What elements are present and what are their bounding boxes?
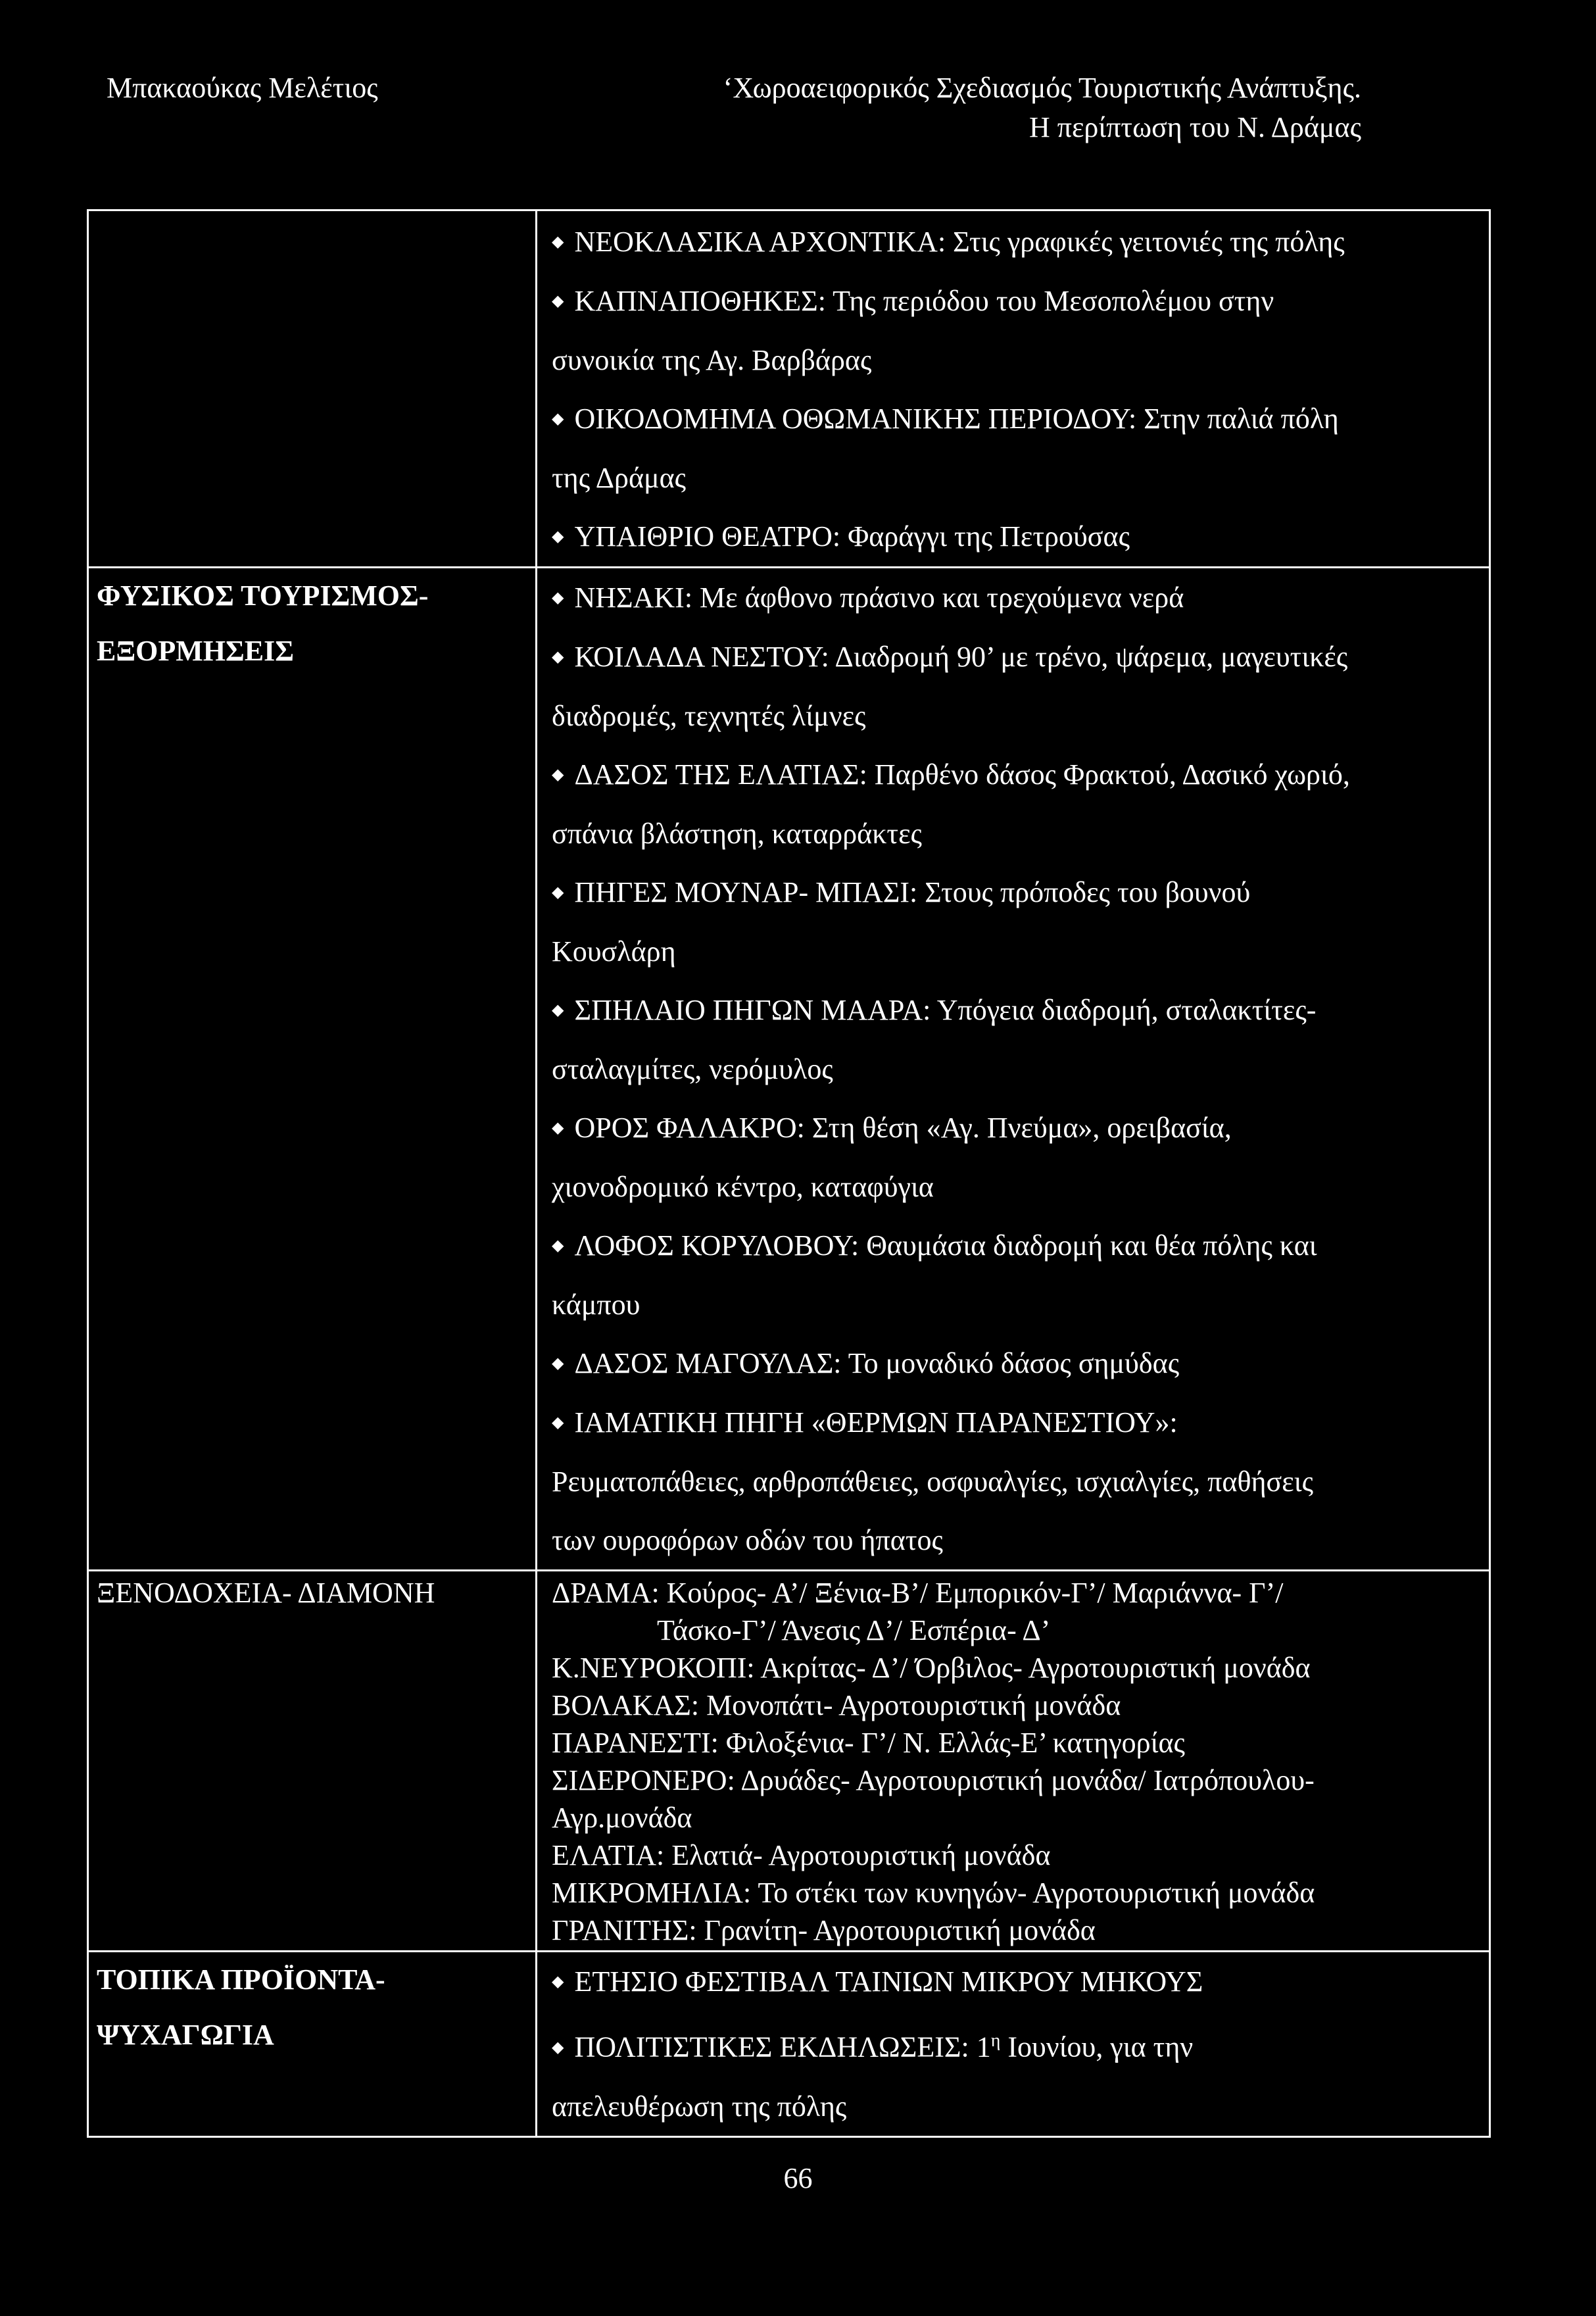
hotel-line: ΕΛΑΤΙΑ: Ελατιά- Αγροτουριστική μονάδα xyxy=(552,1839,1051,1871)
hotel-line: ΜΙΚΡΟΜΗΛΙΑ: Το στέκι των κυνηγών- Αγροτουριστική μονάδα xyxy=(552,1877,1315,1909)
entertainment-list xyxy=(537,1952,1489,2136)
hotel-line: Τάσκο-Γ’/ Άνεσις Δ’/ Εσπέρια- Δ’ xyxy=(657,1614,1051,1646)
tourism-table xyxy=(87,209,1491,2138)
list-item: ◆ ΠΗΓΕΣ ΜΟΥΝΑΡ- ΜΠΑΣΙ: Στους πρόποδες του βουνού xyxy=(552,863,1476,922)
list-item: ◆ ΣΠΗΛΑΙΟ ΠΗΓΩΝ ΜΑΑΡΑ: Υπόγεια διαδρομή, σταλακτίτες- xyxy=(552,981,1476,1040)
list-item: ◆ ΔΑΣΟΣ ΤΗΣ ΕΛΑΤΙΑΣ: Παρθένο δάσος Φρακτού, Δασικό χωριό, xyxy=(552,745,1476,804)
list-item: ◆ ΟΡΟΣ ΦΑΛΑΚΡΟ: Στη θέση «Αγ. Πνεύμα», ορειβασία, xyxy=(552,1098,1476,1158)
list-item-cont: σπάνια βλάστηση, καταρράκτες xyxy=(552,818,922,850)
table-row-entertainment xyxy=(88,1952,1490,2137)
list-item-cont: των ουροφόρων οδών του ήπατος xyxy=(552,1524,943,1556)
list-item-cont: χιονοδρομικό κέντρο, καταφύγια xyxy=(552,1171,934,1203)
list-item: ◆ ΛΟΦΟΣ ΚΟΡΥΛΟΒΟΥ: Θαυμάσια διαδρομή και θέα πόλης και xyxy=(552,1216,1476,1275)
list-item: ◆ ΙΑΜΑΤΙΚΗ ΠΗΓΗ «ΘΕΡΜΩΝ ΠΑΡΑΝΕΣΤΙΟΥ»: xyxy=(552,1393,1476,1452)
label-line: ΤΟΠΙΚΑ ΠΡΟΪΟΝΤΑ- xyxy=(97,1963,385,1996)
header-title-line2: Η περίπτωση του Ν. Δράμας xyxy=(1028,111,1361,143)
row2-label-cell xyxy=(88,568,537,1571)
table-row-monuments xyxy=(88,210,1490,568)
hotel-line: ΠΑΡΑΝΕΣΤΙ: Φιλοξένια- Γ’/ Ν. Ελλάς-Ε’ κατηγορίας xyxy=(552,1727,1185,1759)
list-item-cont: συνοικία της Αγ. Βαρβάρας xyxy=(552,344,872,376)
hotel-line: Αγρ.μονάδα xyxy=(552,1802,692,1834)
table-row-hotels xyxy=(88,1571,1490,1952)
row4-label-cell xyxy=(88,1952,537,2137)
row3-label-cell xyxy=(88,1571,537,1952)
hotel-line: ΔΡΑΜΑ: Κούρος- Α’/ Ξένια-Β’/ Εμπορικόν-Γ’/ Μαριάννα- Γ’/ xyxy=(552,1577,1284,1609)
list-item xyxy=(552,2011,1476,2077)
list-item-cont: Ρευματοπάθειες, αρθροπάθειες, οσφυαλγίες, ισχιαλγίες, παθήσεις xyxy=(552,1466,1313,1498)
page-number: 66 xyxy=(783,2162,813,2194)
list-item: ◆ ΚΑΠΝΑΠΟΘΗΚΕΣ: Της περιόδου του Μεσοπολέμου στην xyxy=(552,272,1476,331)
list-item: ◆ ΕΤΗΣΙΟ ΦΕΣΤΙΒΑΛ ΤΑΙΝΙΩΝ ΜΙΚΡΟΥ ΜΗΚΟΥΣ xyxy=(552,1952,1476,2011)
table-row-nature xyxy=(88,568,1490,1571)
entertainment-label xyxy=(89,1952,535,2063)
list-item-cont: σταλαγμίτες, νερόμυλος xyxy=(552,1053,833,1085)
list-item-text: ΠΟΛΙΤΙΣΤΙΚΕΣ ΕΚΔΗΛΩΣΕΙΣ: 1 xyxy=(574,2031,991,2063)
row1-label-cell xyxy=(88,210,537,568)
list-item: ◆ ΝΗΣΑΚΙ: Με άφθονο πράσινο και τρεχούμενα νερά xyxy=(552,568,1476,628)
row4-content-cell xyxy=(537,1952,1490,2137)
list-item-cont: της Δράμας xyxy=(552,462,687,494)
list-item-cont: απελευθέρωση της πόλης xyxy=(552,2090,847,2123)
list-item-text: Ιουνίου, για την xyxy=(1000,2031,1194,2063)
header-title xyxy=(605,68,1361,147)
list-item: ◆ ΥΠΑΙΘΡΙΟ ΘΕΑΤΡΟ: Φαράγγι της Πετρούσας xyxy=(552,507,1476,566)
hotel-line: ΓΡΑΝΙΤΗΣ: Γρανίτη- Αγροτουριστική μονάδα xyxy=(552,1914,1096,1946)
hotel-line: ΣΙΔΕΡΟΝΕΡΟ: Δρυάδες- Αγροτουριστική μονάδα/ Ιατρόπουλου- xyxy=(552,1764,1315,1796)
hotels-list xyxy=(537,1571,1489,1950)
list-item-cont: κάμπου xyxy=(552,1289,641,1321)
list-item-cont: διαδρομές, τεχνητές λίμνες xyxy=(552,700,866,732)
list-item: ◆ ΝΕΟΚΛΑΣΙΚΑ ΑΡΧΟΝΤΙΚΑ: Στις γραφικές γειτονιές της πόλης xyxy=(552,212,1476,272)
list-item-cont: Κουσλάρη xyxy=(552,935,676,968)
nature-label xyxy=(89,568,535,679)
hotel-line: ΒΟΛΑΚΑΣ: Μονοπάτι- Αγροτουριστική μονάδα xyxy=(552,1689,1121,1721)
label-line: ΕΞΟΡΜΗΣΕΙΣ xyxy=(97,635,295,667)
header-title-line1: ‘Χωροαειφορικός Σχεδιασμός Τουριστικής Ανάπτυξης. xyxy=(723,72,1361,104)
list-item: ◆ ΚΟΙΛΑΔΑ ΝΕΣΤΟΥ: Διαδρομή 90’ με τρένο, ψάρεμα, μαγευτικές xyxy=(552,628,1476,687)
nature-list xyxy=(537,568,1489,1569)
list-item: ◆ ΟΙΚΟΔΟΜΗΜΑ ΟΘΩΜΑΝΙΚΗΣ ΠΕΡΙΟΔΟΥ: Στην παλιά πόλη xyxy=(552,389,1476,449)
label-line: ΨΥΧΑΓΩΓΙΑ xyxy=(97,2019,274,2051)
label-line: ΦΥΣΙΚΟΣ ΤΟΥΡΙΣΜΟΣ- xyxy=(97,579,429,612)
monuments-list xyxy=(537,211,1489,566)
header-author: Μπακαούκας Μελέτιος xyxy=(107,72,378,104)
hotel-line: Κ.ΝΕΥΡΟΚΟΠΙ: Ακρίτας- Δ’/ Όρβιλος- Αγροτουριστική μονάδα xyxy=(552,1652,1311,1684)
row3-content-cell xyxy=(537,1571,1490,1952)
ordinal-superscript: η xyxy=(990,2031,1001,2051)
row1-content-cell xyxy=(537,210,1490,568)
list-item: ◆ ΔΑΣΟΣ ΜΑΓΟΥΛΑΣ: Το μοναδικό δάσος σημύδας xyxy=(552,1334,1476,1393)
hotels-label: ΞΕΝΟΔΟΧΕΙΑ- ΔΙΑΜΟΝΗ xyxy=(97,1577,435,1609)
row2-content-cell xyxy=(537,568,1490,1571)
